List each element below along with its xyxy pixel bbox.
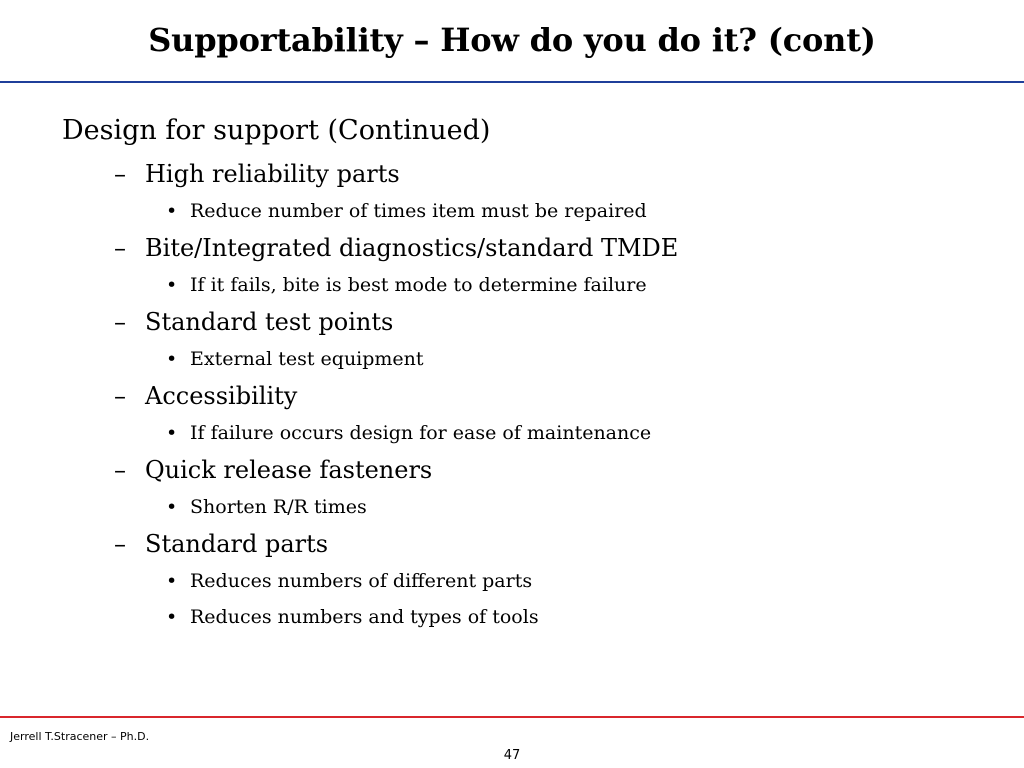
sub-heading-text: Accessibility bbox=[145, 382, 298, 410]
list-item bbox=[62, 306, 992, 372]
list-item bbox=[62, 528, 992, 630]
sub-heading bbox=[62, 158, 992, 190]
title-divider bbox=[0, 81, 1024, 83]
bullet-point bbox=[62, 198, 992, 224]
bullet-marker: • bbox=[166, 348, 178, 370]
sub-heading-text: Standard test points bbox=[145, 308, 394, 336]
dash-marker: – bbox=[114, 234, 126, 262]
bullet-point bbox=[62, 568, 992, 594]
bullet-text: Shorten R/R times bbox=[190, 496, 367, 518]
page-number: 47 bbox=[503, 748, 521, 763]
bullet-text: If it fails, bite is best mode to determine failure bbox=[190, 274, 647, 296]
list-item bbox=[62, 380, 992, 446]
list-item bbox=[62, 158, 992, 224]
sub-heading bbox=[62, 454, 992, 486]
sub-heading bbox=[62, 380, 992, 412]
bullet-text: Reduces numbers of different parts bbox=[190, 570, 533, 592]
sub-heading bbox=[62, 232, 992, 264]
bullet-text: Reduces numbers and types of tools bbox=[190, 606, 539, 628]
sub-heading-text: Standard parts bbox=[145, 530, 329, 558]
main-heading: Design for support (Continued) bbox=[62, 115, 491, 146]
list-item bbox=[62, 232, 992, 298]
dash-marker: – bbox=[114, 530, 126, 558]
bullet-marker: • bbox=[166, 496, 178, 518]
slide-title: Supportability – How do you do it? (cont) bbox=[148, 21, 876, 59]
bullet-marker: • bbox=[166, 200, 178, 222]
bullet-point bbox=[62, 494, 992, 520]
sub-heading-text: Bite/Integrated diagnostics/standard TMDE bbox=[145, 234, 679, 262]
slide-content bbox=[62, 112, 992, 630]
bullet-point bbox=[62, 604, 992, 630]
footer-divider bbox=[0, 716, 1024, 718]
bullet-point bbox=[62, 272, 992, 298]
sub-heading bbox=[62, 528, 992, 560]
sub-heading-text: High reliability parts bbox=[145, 160, 400, 188]
dash-marker: – bbox=[114, 382, 126, 410]
bullet-marker: • bbox=[166, 422, 178, 444]
bullet-point bbox=[62, 420, 992, 446]
sub-heading-text: Quick release fasteners bbox=[145, 456, 433, 484]
sub-heading bbox=[62, 306, 992, 338]
dash-marker: – bbox=[114, 456, 126, 484]
bullet-marker: • bbox=[166, 570, 178, 592]
bullet-point bbox=[62, 346, 992, 372]
bullet-text: Reduce number of times item must be repaired bbox=[190, 200, 647, 222]
bullet-text: If failure occurs design for ease of maintenance bbox=[190, 422, 652, 444]
bullet-text: External test equipment bbox=[190, 348, 424, 370]
bullet-marker: • bbox=[166, 606, 178, 628]
author-credit: Jerrell T.Stracener – Ph.D. bbox=[10, 730, 150, 743]
dash-marker: – bbox=[114, 308, 126, 336]
bullet-marker: • bbox=[166, 274, 178, 296]
list-item bbox=[62, 454, 992, 520]
dash-marker: – bbox=[114, 160, 126, 188]
